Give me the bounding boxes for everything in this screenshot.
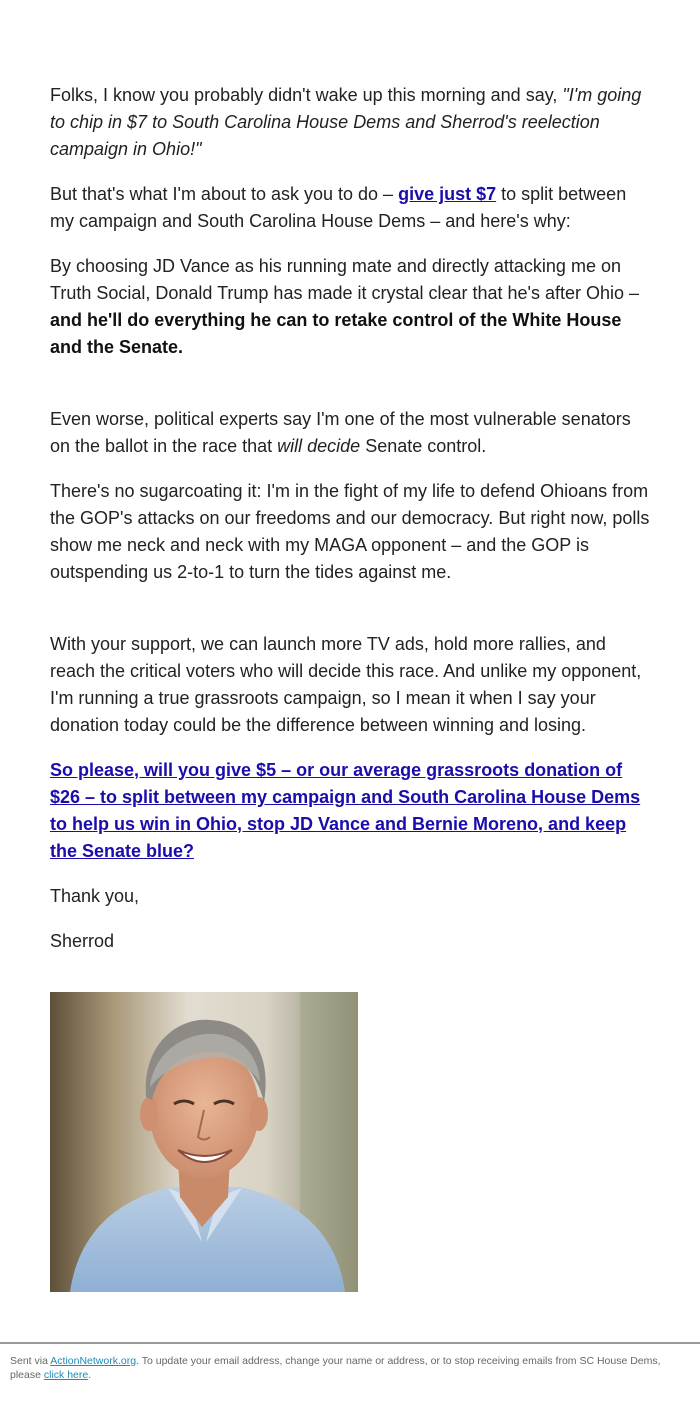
paragraph-vance (50, 253, 655, 361)
email-footer (0, 1342, 700, 1411)
intro-text: Folks, I know you probably didn't wake up this morning and say, (50, 85, 563, 105)
paragraph-ask (50, 181, 655, 235)
unsubscribe-link[interactable]: click here (43, 1369, 89, 1381)
footer-text-after: . (88, 1369, 92, 1381)
email-body (50, 82, 655, 973)
intro-quote: "I'm going to chip in $7 to South Carolina House Dems and Sherrod's reelection campaign in Ohio!" (50, 85, 642, 159)
vance-bold-text: and he'll do everything he can to retake control of the White House and the Senate. (50, 310, 622, 357)
ask-text-before: But that's what I'm about to ask you to do – (50, 184, 399, 204)
ask-text-after: to split between my campaign and South Carolina House Dems – and here's why: (50, 184, 627, 231)
vulnerable-text-before: Even worse, political experts say I'm one of the most vulnerable senators on the ballot in the race that (50, 409, 631, 456)
vance-text: By choosing JD Vance as his running mate and directly attacking me on Truth Social, Donald Trump has made it crystal clear that he's after Ohio – (50, 256, 640, 303)
signature-text: Sherrod (50, 931, 115, 951)
paragraph-vulnerable (50, 406, 655, 460)
give-7-link[interactable]: give just $7 (398, 184, 497, 204)
paragraph-fight: There's no sugarcoating it: I'm in the fight of my life to defend Ohioans from the GOP's attacks on our freedoms and our democracy. But right now, polls show me neck and neck with my MAGA opponent – and the GOP is outspending us 2-to-1 to turn the tides against me. (50, 481, 650, 582)
actionnetwork-link[interactable]: ActionNetwork.org (50, 1355, 137, 1367)
closing-text: Thank you, (50, 886, 140, 906)
vulnerable-text-after: Senate control. (360, 436, 487, 456)
paragraph-intro (50, 82, 655, 163)
portrait-photo-icon (50, 992, 358, 1292)
vulnerable-em: will decide (277, 436, 361, 456)
footer-text-middle: . To update your email address, change your name or address, or to stop receiving emails from SC House Dems, please (10, 1355, 661, 1381)
portrait-photo (50, 992, 358, 1292)
footer-text-before: Sent via (10, 1355, 51, 1367)
paragraph-support: With your support, we can launch more TV ads, hold more rallies, and reach the critical voters who will decide this race. And unlike my opponent, I'm running a true grassroots campaign, so I mean it when I say your donation today could be the difference between winning and losing. (50, 634, 642, 735)
paragraph-donate (50, 757, 655, 865)
donate-link[interactable]: So please, will you give $5 – or our average grassroots donation of $26 – to split between my campaign and South Carolina House Dems to help us win in Ohio, stop JD Vance and Bernie Moreno, and keep the Senate blue? (50, 760, 641, 861)
